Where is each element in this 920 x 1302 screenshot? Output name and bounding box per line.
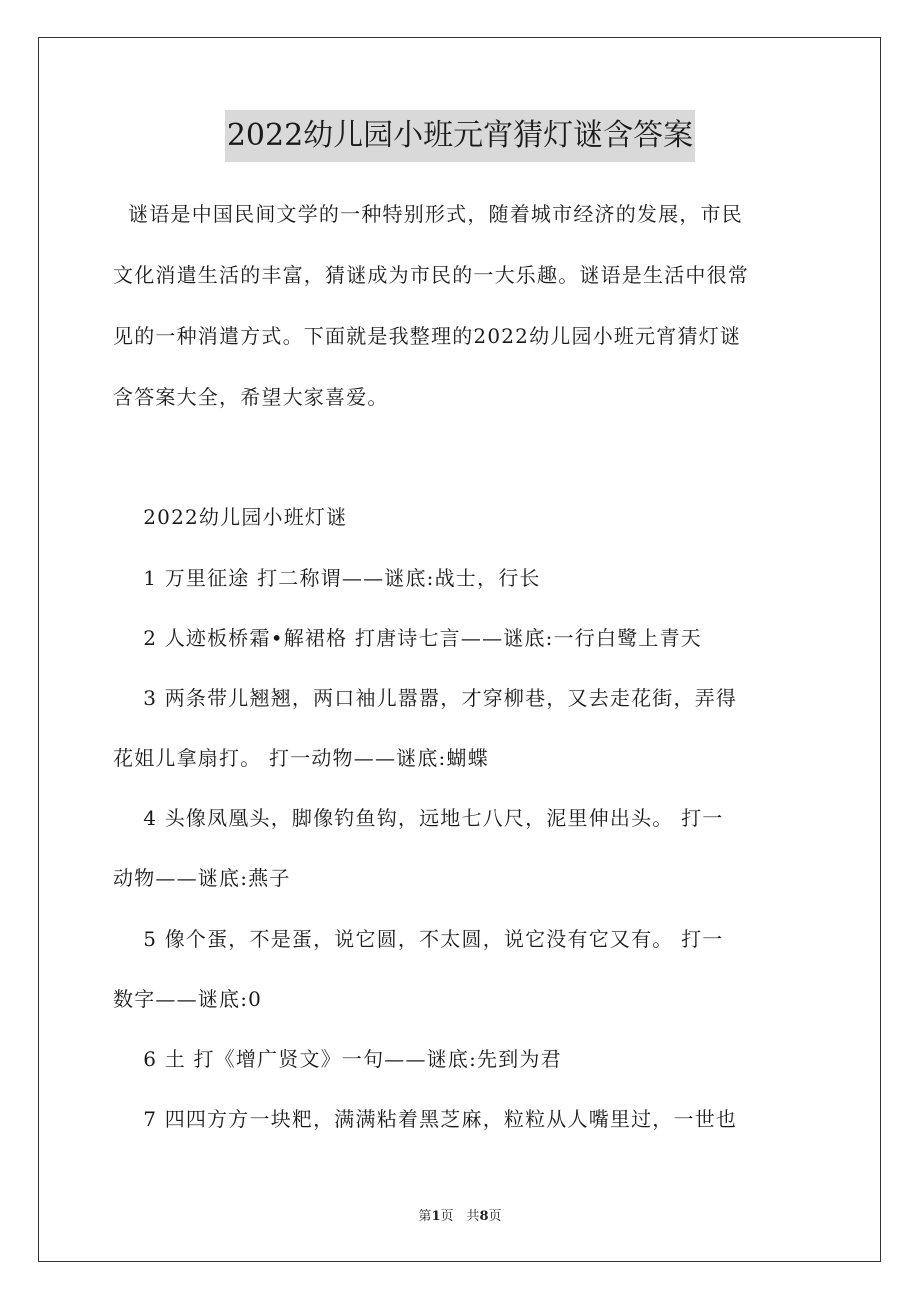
body-line: 文化消遣生活的丰富，猜谜成为市民的一大乐趣。谜语是生活中很常: [113, 263, 749, 287]
document-title: [0, 110, 920, 162]
riddle-item-continued: 动物——谜底:燕子: [113, 866, 291, 890]
riddle-item: 4 头像凤凰头，脚像钓鱼钩，远地七八尺，泥里伸出头。 打一: [113, 806, 724, 830]
riddle-item: 5 像个蛋，不是蛋，说它圆，不太圆，说它没有它又有。 打一: [113, 927, 724, 951]
riddle-item-continued: 数字——谜底:0: [113, 987, 263, 1011]
section-heading: 2022幼儿园小班灯谜: [113, 505, 348, 529]
total-page-number: 8: [479, 1209, 489, 1224]
page-footer: [0, 1205, 920, 1224]
riddle-item-continued: 花姐儿拿扇打。 打一动物——谜底:蝴蝶: [113, 746, 489, 770]
riddle-item: 2 人迹板桥霜•解裙格 打唐诗七言——谜底:一行白鹭上青天: [113, 626, 703, 650]
riddle-item: 6 土 打《增广贤文》一句——谜底:先到为君: [113, 1047, 562, 1071]
page-label-prefix: 第: [418, 1209, 432, 1224]
body-line: 见的一种消遣方式。下面就是我整理的2022幼儿园小班元宵猜灯谜: [113, 324, 742, 348]
page-label-mid: 页 共: [440, 1209, 480, 1224]
page-label-suffix: 页: [488, 1209, 502, 1224]
title-text: 2022幼儿园小班元宵猜灯谜含答案: [225, 110, 695, 162]
riddle-item: 1 万里征途 打二称谓——谜底:战士，行长: [113, 566, 541, 590]
riddle-item: 3 两条带儿翘翘，两口袖儿嚣嚣，才穿柳巷，又去走花街，弄得: [113, 686, 738, 710]
body-line: 谜语是中国民间文学的一种特别形式，随着城市经济的发展，市民: [113, 202, 743, 226]
body-line: 含答案大全，希望大家喜爱。: [113, 385, 389, 409]
current-page-number: 1: [431, 1209, 441, 1224]
riddle-item: 7 四四方方一块粑，满满粘着黑芝麻，粒粒从人嘴里过，一世也: [113, 1107, 738, 1131]
